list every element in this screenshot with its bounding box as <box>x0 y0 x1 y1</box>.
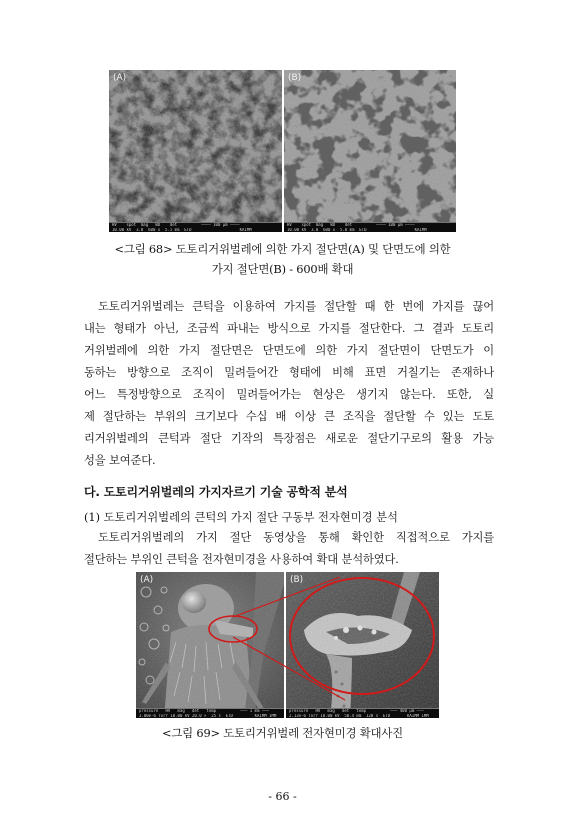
page-number: - 66 - <box>268 790 297 803</box>
text-line: 리거위벌레의 큰턱과 절단 기작의 특장점은 새로운 절단기구로의 활용 가능 <box>84 432 494 445</box>
section-heading: 다. 도토리거위벌레의 가지자르기 기술 공학적 분석 <box>84 485 348 499</box>
connector-line <box>233 637 345 700</box>
databar-line: pressure HV mag det temp ——— 400 μm ——— <box>289 709 424 713</box>
text-line: 거위벌레에 의한 가지 절단면은 단면도에 의한 가지 절단면이 단면도가 이 <box>84 344 494 357</box>
text-line: 내는 형태가 아닌, 조금씩 파내는 방식으로 가지를 절단한다. 그 결과 도토리 <box>84 322 494 335</box>
databar-line: 2.13e-6 Torr 10.00 kV 50.4 mm 120 s ETD KAIMM IMM <box>289 713 429 718</box>
panel-b-label: (B) <box>288 73 302 83</box>
databar-line: 10.00 kV 3.0 600 x 5.1 mm ETD KAIMM <box>112 227 252 232</box>
text-line: 도토리거위벌레의 가지 절단 동영상을 통해 확인한 직접적으로 가지를 <box>98 531 494 544</box>
figure-68-caption-line1: <그림 68> 도토리거위벌레에 의한 가지 절단면(A) 및 단면도에 의한 <box>114 242 451 256</box>
subsection-title: (1) 도토리거위벌레의 큰턱의 가지 절단 구동부 전자현미경 분석 <box>84 511 398 524</box>
connector-line <box>233 577 340 617</box>
figure-68-caption-line2: 가지 절단면(B) - 600배 확대 <box>211 262 354 276</box>
figure-69-caption: <그림 69> 도토리거위벌레 전자현미경 확대사진 <box>162 726 403 740</box>
panel-b-label: (B) <box>290 575 304 585</box>
databar-line: 3.00e-6 Torr 10.00 kV 20.0 × 25 s ETD KAIMM IMM <box>139 713 277 718</box>
databar-line: pressure HV mag det temp ——— 1 mm ——— <box>139 709 270 713</box>
text-line: 제 절단하는 부위의 크기보다 수십 배 이상 큰 조직을 절단할 수 있는 도토 <box>84 410 494 423</box>
text-line: 도토리거위벌레는 큰턱을 이용하여 가지를 절단할 때 한 번에 가지를 끊어 <box>98 300 494 313</box>
text-line: 동하는 방향으로 조직이 밀려들어간 형태에 비해 표면 거칠기는 존재하나 <box>84 366 494 379</box>
databar-line: HV spot mag WD det ———— 100 μm ———— <box>112 223 240 227</box>
text-line: 어느 특정방향으로 조직이 밀려들어가는 현상은 생기지 않는다. 또한, 실 <box>84 388 494 401</box>
text-line: 성을 보여준다. <box>84 454 156 467</box>
panel-a-label: (A) <box>140 575 154 585</box>
text-line: 절단하는 부위인 큰턱을 전자현미경을 사용하여 확대 분석하였다. <box>84 553 399 566</box>
panel-a-label: (A) <box>113 73 127 83</box>
databar-line: 10.00 kV 3.0 600 x 5.0 mm ETD KAIMM <box>287 227 427 232</box>
databar-line: HV spot mag WD det ———— 100 μm ———— <box>287 223 415 227</box>
